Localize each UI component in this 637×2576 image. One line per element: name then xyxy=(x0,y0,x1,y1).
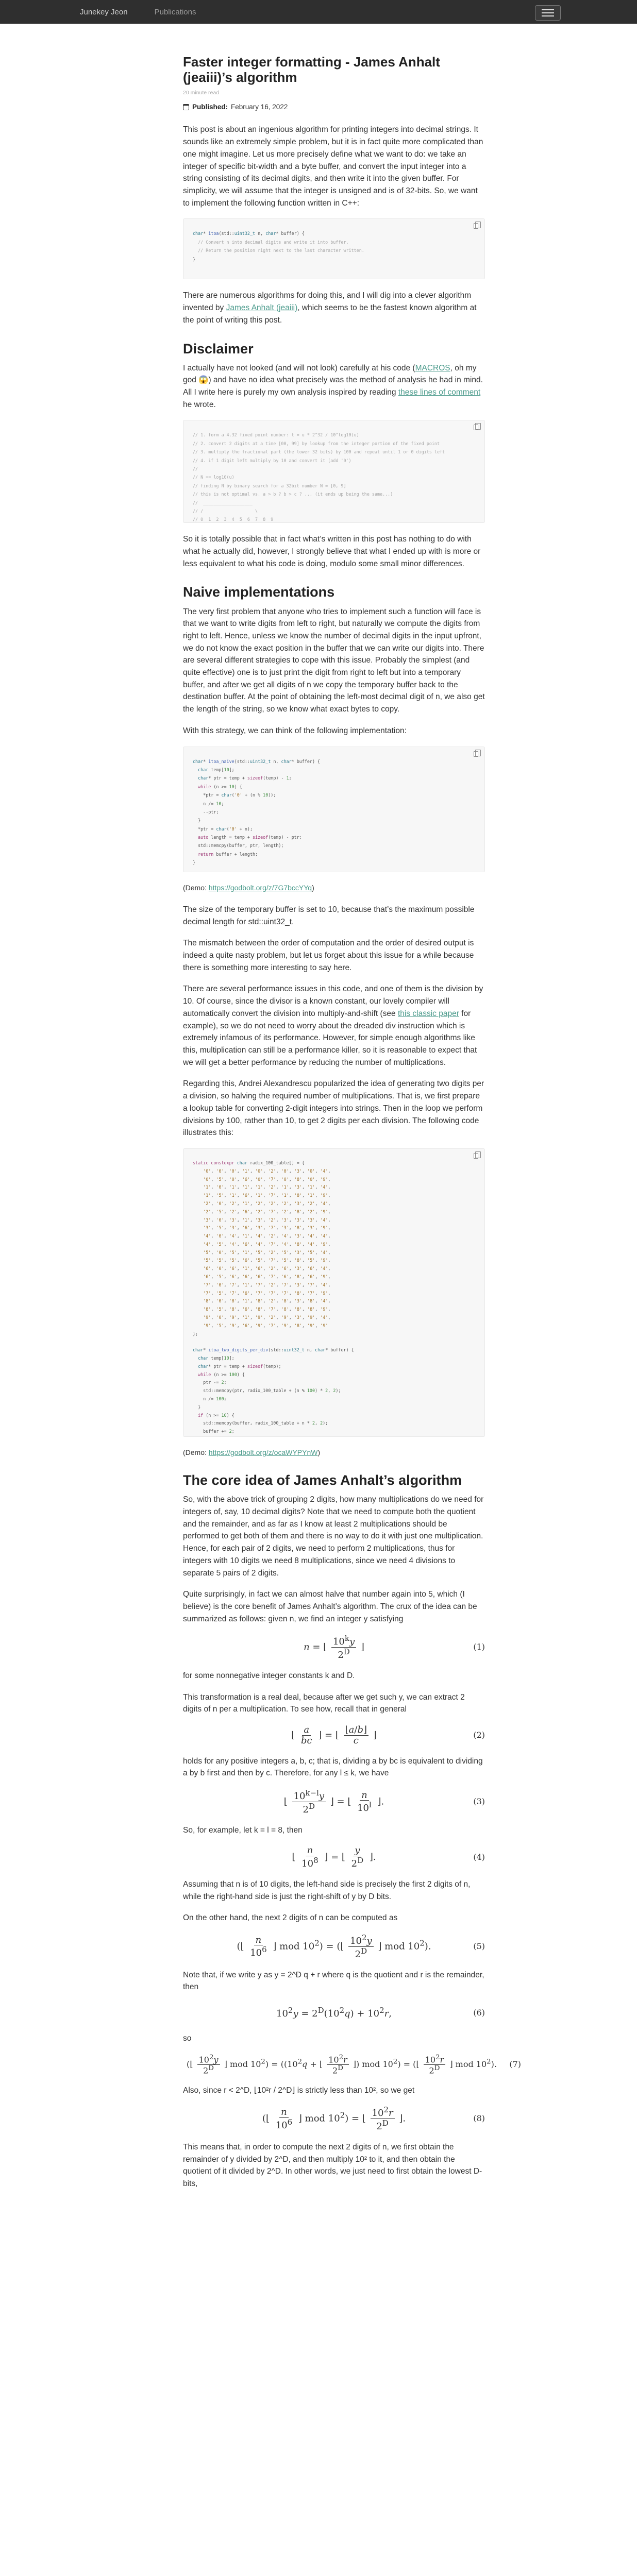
demo-link-row-2: (Demo: https://godbolt.org/z/ocaWYPYnW) xyxy=(183,1448,321,1456)
demo-link-row-1: (Demo: https://godbolt.org/z/7G7bccYYq) xyxy=(183,883,314,892)
copy-icon[interactable] xyxy=(474,1153,478,1159)
equation-number-3: (3) xyxy=(473,1797,485,1807)
equation-8: (⌊ $\frac{n}{10^6}$ ⌋ mod $10^2$) = ⌊ $\frac{10^2r}{2^D}$ ⌋. (8) xyxy=(262,2105,485,2132)
naive-paragraph-5: There are several performance issues in this code, and one of them is the division by 10. Of course, since the divisor is a known constant, our lovely compiler will automatically convert the division into multiply-and-shift (see this classic paper for example), so we do not need to worry about the dreaded div instruction which is extremely infamous of its performance. However, for simple enough algorithms like this, multiplication can still be a performance killer, so it is reasonable to expect that we will get a better performance by reducing the number of multiplications. xyxy=(183,985,483,1067)
equation-number-2: (2) xyxy=(473,1730,485,1740)
naive-paragraph-3: The size of the temporary buffer is set to 10, because that’s the maximum possible decimal length for std::uint32_t. xyxy=(183,905,475,926)
article-body xyxy=(183,24,521,2190)
page-title: Faster integer formatting - James Anhalt (jeaiii)’s algorithm xyxy=(183,54,440,85)
code-block-naive: char* itoa_naive(std::uint32_t n, char* buffer) { char temp[10]; char* ptr = temp + sizeof(temp) - 1; while (n >= 10) { *ptr = char('0' + (n % 10)); n /= 10; --ptr; } *ptr = char('0' + n); auto length = temp + sizeof(temp) - ptr; std::memcpy(buffer, ptr, length); return buffer + length; } xyxy=(183,747,485,872)
copy-icon[interactable] xyxy=(474,223,478,229)
core-paragraph-8: On the other hand, the next 2 digits of n can be computed as xyxy=(183,1913,398,1923)
code-block-comment: // 1. form a 4.32 fixed point number: t = u * 2^32 / 10^log10(u) // 2. convert 2 digits at a time [00, 99] by lookup from the integer portion of the fixed point // 3. multiply the fractional part (the lower 32 bits) by 100 and repeat until 1 or 0 digits left // 4. if 1 digit left multiply by 10 and convert it (add '0') // // N == log10(u) // finding N by binary search for a 32bit number N = [0, 9] // this is not optimal vs. a > b ? b > c ? ... (it ends up being the same...) // ___________________ // / \ // 0 1 2 3 4 5 6 7 8 9 xyxy=(183,420,485,523)
naive-paragraph-4: The mismatch between the order of computation and the order of desired output is indeed a quite nasty problem, but let us forget about this issue for a while because there is something more interesting to say here. xyxy=(183,939,474,972)
published-label: Published: xyxy=(192,103,228,111)
disclaimer-paragraph-2: So it is totally possible that in fact what’s written in this post has nothing to do with what he actually did, however, I strongly believe that what I ended up with is more or less equivalent to what his code is doing, modulo some small minor differences. xyxy=(183,535,481,568)
hamburger-menu-icon[interactable] xyxy=(535,5,561,21)
core-paragraph-3: for some nonnegative integer constants k and D. xyxy=(183,1671,355,1680)
core-paragraph-4: This transformation is a real deal, because after we get such y, we can extract 2 digits of n per a multiplication. To see how, recall that in general xyxy=(183,1692,465,1714)
code-block-signature: char* itoa(std::uint32_t n, char* buffer) { // Convert n into decimal digits and write it into buffer. // Return the position right next to the last character written. } xyxy=(183,218,485,279)
published-date: February 16, 2022 xyxy=(231,103,288,111)
equation-number-4: (4) xyxy=(473,1852,485,1862)
heading-disclaimer: Disclaimer xyxy=(183,341,254,357)
equation-2: ⌊ $\frac{a}{bc}$ ⌋ = ⌊ $\frac{⌊a/b⌋}{c}$ ⌋ (2) xyxy=(291,1724,485,1746)
core-paragraph-12: This means that, in order to compute the next 2 digits of n, we first obtain the remainder of y divided by 2^D, and then multiply 10² to it, and then obtain the quotient of it divided by 2^D. In other words, we just need to first obtain the lowest D-bits, xyxy=(183,2142,482,2189)
site-brand-link[interactable]: Junekey Jeon xyxy=(80,7,128,16)
naive-paragraph-6: Regarding this, Andrei Alexandrescu popularized the idea of generating two digits per a division, so halving the required number of multiplications. That is, we first prepare a lookup table for converting 2-digit integers into strings. Then in the loop we perform divisions by 100, rather than 10, to get 2 digits per each division. The following code illustrates this: xyxy=(183,1079,484,1138)
naive-paragraph-2: With this strategy, we can think of the following implementation: xyxy=(183,726,407,735)
nav-link-publications[interactable]: Publications xyxy=(154,7,196,16)
naive-paragraph-1: The very first problem that anyone who tries to implement such a function will face is that we want to write digits from left to right, but naturally we compute the digits from right to left. Hence, unless we know the number of decimal digits in the input upfront, we do not know the exact position in the buffer that we can write our digits into. There are several different strategies to cope with this issue. Probably the simplest (and quite effective) one is to just print the digit from right to left but into a temporary buffer, and after we get all digits of n we copy the temporary buffer back to the destination buffer. At the point of obtaining the left-most decimal digit of n, we also get the length of the string, so we know what exact bytes to copy. xyxy=(183,607,485,714)
core-paragraph-7: Assuming that n is of 10 digits, the left-hand side is precisely the first 2 digits of n, while the right-hand side is just the right-shift of y by D bits. xyxy=(183,1880,471,1901)
demo-link-1[interactable]: https://godbolt.org/z/7G7bccYYq xyxy=(208,883,312,892)
link-comment-lines[interactable]: these lines of comment xyxy=(398,387,481,397)
code-block-two-digits: static constexpr char radix_100_table[] = { '0', '0', '0', '1', '0', '2', '0', '3', '0', '4', '0', '5', '0', '6', '0', '7', '0', '8', '0', '9', '1', '0', '1', '1', '1', '2', '1', '3', '1', '4', '1', '5', '1', '6', '1', '7', '1', '8', '1', '9', '2', '0', '2', '1', '2', '2', '2', '3', '2', '4', '2', '5', '2', '6', '2', '7', '2', '8', '2', '9', '3', '0', '3', '1', '3', '2', '3', '3', '3', '4', '3', '5', '3', '6', '3', '7', '3', '8', '3', '9', '4', '0', '4', '1', '4', '2', '4', '3', '4', '4', '4', '5', '4', '6', '4', '7', '4', '8', '4', '9', '5', '0', '5', '1', '5', '2', '5', '3', '5', '4', '5', '5', '5', '6', '5', '7', '5', '8', '5', '9', '6', '0', '6', '1', '6', '2', '6', '3', '6', '4', '6', '5', '6', '6', '6', '7', '6', '8', '6', '9', '7', '0', '7', '1', '7', '2', '7', '3', '7', '4', '7', '5', '7', '6', '7', '7', '7', '8', '7', '9', '8', '0', '8', '1', '8', '2', '8', '3', '8', '4', '8', '5', '8', '6', '8', '7', '8', '8', '8', '9', '9', '0', '9', '1', '9', '2', '9', '3', '9', '4', '9', '5', '9', '6', '9', '7', '9', '8', '9', '9' }; char* itoa_two_digits_per_div(std::uint32_t n, char* buffer) { char temp[10]; char* ptr = temp + sizeof(temp); while (n >= 100) { ptr -= 2; std::memcpy(ptr, radix_100_table + (n % 100) * 2, 2); n /= 100; } if (n >= 10) { std::memcpy(buffer, radix_100_table + n * 2, 2); buffer += 2; xyxy=(183,1148,485,1437)
equation-number-6: (6) xyxy=(473,2007,485,2018)
core-paragraph-9: Note that, if we write y as y = 2^D q + r where q is the quotient and r is the remainder, then xyxy=(183,1970,484,1992)
equation-number-7: (7) xyxy=(509,2059,521,2069)
equation-4: ⌊ $\frac{n}{10^8}$ ⌋ = ⌊ $\frac{y}{2^D}$ ⌋. (4) xyxy=(292,1845,485,1870)
calendar-icon xyxy=(183,104,189,110)
intro-paragraph-2: There are numerous algorithms for doing this, and I will dig into a clever algorithm invented by James Anhalt (jeaiii), which seems to be the fastest known algorithm at the point of writing this post. xyxy=(183,291,477,325)
top-navigation-bar xyxy=(0,0,637,24)
equation-5: (⌊ $\frac{n}{10^6}$ ⌋ mod $10^2$) = (⌊ $\frac{10^2y}{2^D}$ ⌋ mod $10^2$). (5) xyxy=(237,1933,485,1960)
equation-7: (⌊ $\frac{10^2y}{2^D}$ ⌋ mod $10^2) = ((10^2q$ + ⌊ $\frac{10^2r}{2^D}$ ⌋) mod $10^2$) = (⌊ $\frac{10^2r}{2^D}$ ⌋ mod $10^2$). (7) xyxy=(187,2053,521,2076)
link-james-anhalt[interactable]: James Anhalt (jeaiii) xyxy=(226,303,298,313)
equation-6: $10^2y = 2^D(10^2q) + 10^2r$, (6) xyxy=(276,2006,485,2020)
intro-paragraph-1: This post is about an ingenious algorithm for printing integers into decimal strings. It sounds like an extremely simple problem, but it is in fact quite more complicated than one might imagine. Let us more precisely define what we want to do: we take an integer of specific bit-width and a byte buffer, and convert the input integer into a string consisting of its decimal digits, and then write it into the given buffer. For simplicity, we will assume that the integer is unsigned and is of 32-bits. So, we want to implement the following function written in C++: xyxy=(183,125,483,208)
disclaimer-paragraph-1: I actually have not looked (and will not look) carefully at his code (MACROS, oh my god 😱) and have no idea what precisely was the method of analysis he had in mind. All I write here is purely my own analysis inspired by reading these lines of comment he wrote. xyxy=(183,363,483,409)
equation-number-1: (1) xyxy=(473,1642,485,1652)
equation-number-8: (8) xyxy=(473,2113,485,2124)
equation-3: ⌊ $\frac{10^{k-l}y}{2^D}$ ⌋ = ⌊ $\frac{n}{10^l}$ ⌋. (3) xyxy=(283,1788,485,1815)
published-row xyxy=(183,102,485,113)
heading-core-idea: The core idea of James Anhalt’s algorithm xyxy=(183,1472,462,1488)
heading-naive-implementations: Naive implementations xyxy=(183,584,335,600)
equation-number-5: (5) xyxy=(473,1941,485,1952)
link-macros[interactable]: MACROS xyxy=(415,363,450,372)
core-paragraph-10: so xyxy=(183,2034,192,2043)
core-paragraph-1: So, with the above trick of grouping 2 digits, how many multiplications do we need for integers of, say, 10 decimal digits? Note that we need to compute both the quotient and the remainder, and as far as I know at least 2 multiplications should be performed to get both of them and there is no way to do it with just one multiplication. Hence, for each pair of 2 digits, we need to perform 2 multiplications, thus for integers with 10 digits we need 8 multiplications, since we need 4 divisions to separate 5 pairs of 2 digits. xyxy=(183,1495,484,1578)
core-paragraph-5: holds for any positive integers a, b, c; that is, dividing a by bc is equivalent to dividing a by b first and then by c. Therefore, for any l ≤ k, we have xyxy=(183,1756,483,1778)
core-paragraph-2: Quite surprisingly, in fact we can almost halve that number again into 5, which (I believe) is the core benefit of James Anhalt’s algorithm. The crux of the idea can be summarized as follows: given n, we find an integer y satisfying xyxy=(183,1590,477,1623)
read-time: 20 minute read xyxy=(183,89,220,96)
copy-icon[interactable] xyxy=(474,751,478,757)
core-paragraph-11: Also, since r < 2^D, ⌊10²r / 2^D⌋ is strictly less than 10², so we get xyxy=(183,2086,415,2095)
demo-link-2[interactable]: https://godbolt.org/z/ocaWYPYnW xyxy=(208,1448,318,1456)
equation-1: n = ⌊ $\frac{10^ky}{2^D}$ ⌋ (1) xyxy=(304,1634,485,1661)
core-paragraph-6: So, for example, let k = l = 8, then xyxy=(183,1825,303,1835)
copy-icon[interactable] xyxy=(474,425,478,430)
link-classic-paper[interactable]: this classic paper xyxy=(397,1009,459,1018)
